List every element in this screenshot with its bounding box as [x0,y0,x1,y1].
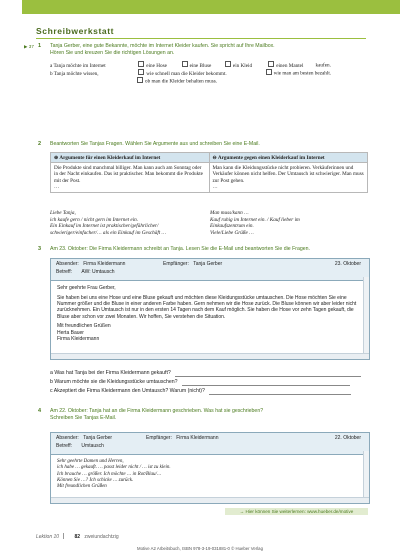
email-closing-3: Firma Kleidermann [57,336,100,343]
sender-label: Absender: [56,261,79,267]
recipient-label: Empfänger: [163,261,189,267]
answer-line-c[interactable] [209,389,351,395]
question-a: a Was hat Tanja bei der Firma Kleidermann gekauft? [50,370,171,376]
exercise-3-number: 3 [38,246,42,252]
vertical-scrollbar-tanja[interactable] [363,451,369,498]
item-b-label: b Tanja möchte wissen, [50,70,99,77]
horizontal-scrollbar-tanja[interactable] [51,497,369,503]
checkbox-a-2[interactable] [182,61,188,67]
page-number: 82 [74,534,81,540]
subject-value-tanja: Umtausch [81,443,104,449]
checkbox-a-1[interactable] [138,61,144,67]
pro-arguments-header: ⊕ Argumente für einen Kleiderkauf im Internet [51,153,210,163]
contra-arguments-header: ⊖ Argumente gegen einen Kleiderkauf im Internet [209,153,368,163]
arguments-table [50,152,368,193]
question-c-row [50,388,370,395]
exercise-1-instruction-line-2: Hören Sie und kreuzen Sie die richtigen Lösungen an. [50,49,175,56]
contra-arguments-cell [209,163,368,193]
contra-arguments-text: Man kann die Kleidungsstücke nicht probieren. Verkäuferinnen und Verkäufer können nicht helfen. Der Umtausch ist schwieriger. Man muss zur Post gehen. [212,164,364,184]
recipient-label-tanja: Empfänger: [146,435,172,441]
audio-track-icon: ▶ 37 [24,44,34,49]
further-learning-link[interactable]: → Hier können Sie weiterlernen: www.hueber.de/motive [225,508,368,515]
horizontal-scrollbar[interactable] [51,353,369,359]
sender-row-tanja [56,435,112,441]
email-closing-1: Mit freundlichen Grüßen [57,323,111,330]
exercise-4-instruction [50,408,370,421]
email-body-tanja[interactable] [51,455,369,494]
answer-line-b[interactable] [182,380,350,386]
email-window-kleidermann [50,258,370,360]
item-a-end: kaufen. [315,62,331,69]
phrase-right-3: Einkaufszentrum ein. [210,223,254,230]
section-title: Schreibwerkstatt [36,26,115,36]
email-greeting: Sehr geehrte Frau Gerber, [57,285,116,291]
option-a-2: eine Bluse [189,62,212,69]
question-b: b Warum möchte sie die Kleidungsstücke umtauschen? [50,379,178,385]
checkbox-a-4[interactable] [268,61,274,67]
email-phrase-5: Mit freundlichen Grüßen [57,484,107,490]
recipient-value: Tanja Gerber [193,261,223,267]
option-b-2: wie man am besten bezahlt. [273,70,332,77]
exercise-1-instruction [50,43,370,56]
email-paragraph: Sie haben bei uns eine Hose und eine Bluse gekauft und möchten diese Kleidungsstücke umtauschen. Die Hose möchten Sie eine Nummer größer und die Bluse in einer anderen Farbe haben. Gern nehmen wir die Hose zurück. Die Bluse können wir aber leider nicht zurücknehmen. Ein Umtausch ist nur in den ersten 14 Tagen nach dem Kauf möglich. Sie haben die Hose vor zehn Tagen gekauft, die Bluse aber schon vor zwei Monaten. Wir hoffen, Sie verstehen die Situation. [57,294,357,320]
email-body [51,281,369,346]
exercise-4-number: 4 [38,408,42,414]
subject-row [56,269,115,275]
email-phrase-1: Sehr geehrte Damen und Herren, [57,459,124,464]
phrase-right-4: Viele/Liebe Grüße … [210,229,254,236]
phrase-right-2: Kauf ruhig im Internet ein. / Kauf lieber im [210,216,300,223]
pro-arguments-dots: … [54,184,60,191]
phrase-left-4: schwieriger/einfacher/… als ein Einkauf im Geschäft … [50,229,167,236]
email-date-tanja: 22. Oktober [334,435,361,441]
footer-divider [63,533,64,539]
letter-phrases-left [50,210,210,236]
checkbox-b-1[interactable] [138,69,144,75]
letter-phrases-right [210,210,370,236]
exercise-1-number: 1 [38,43,42,49]
phrase-left-1: Liebe Tanja, [50,210,76,216]
email-date: 23. Oktober [334,261,361,267]
recipient-row-tanja [146,435,219,441]
title-divider [36,38,366,39]
pro-arguments-text: Die Produkte sind manchmal billiger. Man kann auch am Sonntag oder in der Nacht einkaufen. Das ist praktischer. Man bekommt die Produkte mit der Post. [54,164,203,184]
exercise-1-item-a [50,61,380,69]
option-a-4: einen Mantel [276,62,304,69]
exercise-3-instruction: Am 23. Oktober: Die Firma Kleidermann schreibt an Tanja. Lesen Sie die E-Mail und beantworten Sie die Fragen. [50,246,310,252]
recipient-value-tanja: Firma Kleidermann [176,435,219,441]
sender-row [56,261,125,267]
checkbox-b-3[interactable] [137,77,143,83]
email-phrase-4: Können Sie …? Ich schicke … zurück. [57,477,134,483]
question-b-row [50,379,370,386]
option-b-3: ob man die Kleider behalten muss. [145,78,218,85]
exercise-1-item-b [50,69,380,77]
subject-label-tanja: Betreff: [56,443,73,449]
question-c: c Akzeptiert die Firma Kleidermann den Umtausch? Warum (nicht)? [50,388,205,394]
pro-arguments-cell [51,163,210,193]
page-number-word: zweiundachtzig [84,534,119,540]
subject-label: Betreff: [56,269,73,275]
recipient-row [163,261,222,267]
checkbox-b-2[interactable] [266,69,272,75]
copyright-credit: Motive A2 Arbeitsbuch, ISBN 978-3-19-031881-0 © Hueber Verlag [137,546,263,551]
subject-row-tanja [56,443,104,449]
exercise-2-number: 2 [38,141,42,147]
subject-value: AW: Umtausch [81,269,115,275]
exercise-2-instruction: Beantworten Sie Tanjas Fragen. Wählen Sie Argumente aus und schreiben Sie eine E-Mail. [50,141,260,147]
contra-arguments-dots: … [212,184,218,191]
exercise-1-instruction-line-1: Tanja Gerber, eine gute Bekannte, möchte im Internet Kleider kaufen. Sie spricht auf Ihre Mailbox. [50,43,275,49]
email-closing-2: Herta Bauer [57,329,84,336]
exercise-4-instruction-line-1: Am 22. Oktober: Tanja hat an die Firma Kleidermann geschrieben. Was hat sie geschrieben? [50,408,264,414]
page-footer [36,533,119,540]
sender-label-tanja: Absender: [56,435,79,441]
email-header-tanja [51,433,369,455]
email-window-tanja [50,432,370,504]
email-phrase-2: ich habe … gekauft. … passt leider nicht / … ist zu klein. [57,465,171,471]
exercise-4-instruction-line-2: Schreiben Sie Tanjas E-Mail. [50,414,117,421]
phrase-left-2: ich kaufe gern / nicht gern im Internet ein. [50,216,139,223]
sender-value-tanja: Tanja Gerber [83,435,113,441]
phrase-right-1: Man muss/kann … [210,210,249,216]
question-a-row [50,370,370,377]
answer-line-a[interactable] [175,371,361,377]
option-a-1: eine Hose [146,62,167,69]
checkbox-a-3[interactable] [225,61,231,67]
lesson-label: Lektion 10 [36,534,60,540]
phrase-left-3: Ein Einkauf im Internet ist praktischer/gefährlicher/ [50,223,159,230]
email-phrase-3: Ich brauche … größer. Ich möchte … in Rot/Blau/… [57,471,162,477]
sender-value: Firma Kleidermann [83,261,126,267]
exercise-1-item-b-3 [137,77,217,85]
email-header [51,259,369,281]
option-a-3: ein Kleid [232,62,253,69]
vertical-scrollbar[interactable] [363,277,369,354]
item-a-label: a Tanja möchte im Internet [50,62,106,69]
option-b-1: wie schnell man die Kleider bekommt. [146,70,227,77]
